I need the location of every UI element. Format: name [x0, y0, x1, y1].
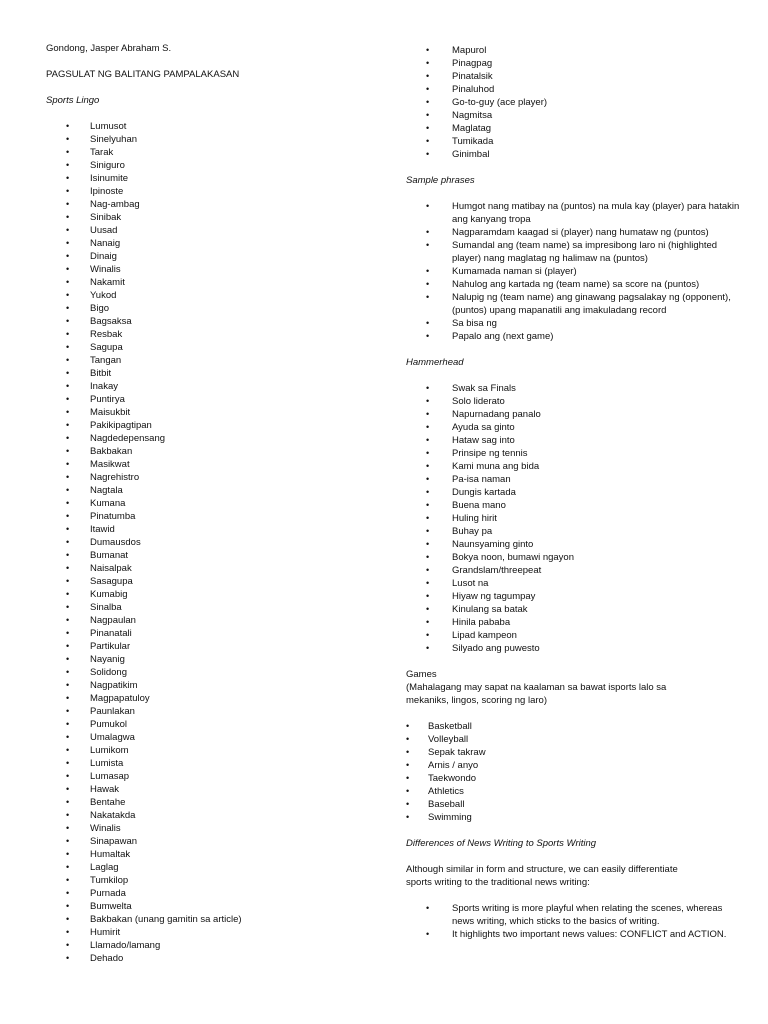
list-item: • Nagpatikim — [46, 679, 376, 692]
list-item: • Volleyball — [406, 733, 736, 746]
list-item: • Partikular — [46, 640, 376, 653]
list-item: • Sinalba — [46, 601, 376, 614]
list-item: • Pinatumba — [46, 510, 376, 523]
list-item: • Lumista — [46, 757, 376, 770]
list-item: • Basketball — [406, 720, 736, 733]
list-item: • Huling hirit — [406, 512, 736, 525]
list-item: • Prinsipe ng tennis — [406, 447, 736, 460]
list-item: • Sinapawan — [46, 835, 376, 848]
list-item: • Hiyaw ng tagumpay — [406, 590, 736, 603]
list-item: • Nag-ambag — [46, 198, 376, 211]
left-column — [46, 42, 376, 965]
phrase-item: • Papalo ang (next game) — [406, 330, 742, 343]
differences-intro: Although similar in form and structure, we can easily differentiate sports writing to the traditional news writing: — [406, 864, 678, 888]
list-item: • Hinila pababa — [406, 616, 736, 629]
list-item: • Isinumite — [46, 172, 376, 185]
list-item: • Dungis kartada — [406, 486, 736, 499]
phrase-item: • Nahulog ang kartada ng (team name) sa score na (puntos) — [406, 278, 742, 291]
list-item: • Masikwat — [46, 458, 376, 471]
list-item: • Buhay pa — [406, 525, 736, 538]
list-item: • Ginimbal — [406, 148, 736, 161]
sample-phrases-heading: Sample phrases — [406, 175, 475, 186]
list-item: • Llamado/lamang — [46, 939, 376, 952]
phrase-item: • Sumandal ang (team name) sa impresibong laro ni (highlighted player) nang maglatag ng halimaw na (puntos) — [406, 239, 742, 265]
list-item: • Nagdedepensang — [46, 432, 376, 445]
list-item: • Pumukol — [46, 718, 376, 731]
list-item: • Siniguro — [46, 159, 376, 172]
list-item: • Winalis — [46, 263, 376, 276]
list-item: • Naisalpak — [46, 562, 376, 575]
list-item: • Resbak — [46, 328, 376, 341]
list-item: • Bumanat — [46, 549, 376, 562]
list-item: • Arnis / anyo — [406, 759, 736, 772]
list-item: • Nagmitsa — [406, 109, 736, 122]
list-item: • Dinaig — [46, 250, 376, 263]
list-item: • Pakikipagtipan — [46, 419, 376, 432]
list-item: • Lumikom — [46, 744, 376, 757]
list-item: • Swak sa Finals — [406, 382, 736, 395]
list-item: • Tumkilop — [46, 874, 376, 887]
list-item: • Nakamit — [46, 276, 376, 289]
list-item: • Nayanig — [46, 653, 376, 666]
list-item: • Lipad kampeon — [406, 629, 736, 642]
list-item: • Ipinoste — [46, 185, 376, 198]
list-item: • Pinatalsik — [406, 70, 736, 83]
list-item: • Taekwondo — [406, 772, 736, 785]
sports-lingo-heading: Sports Lingo — [46, 95, 100, 106]
list-item: • Nagrehistro — [46, 471, 376, 484]
list-item: • Bagsaksa — [46, 315, 376, 328]
document-title: PAGSULAT NG BALITANG PAMPALAKASAN — [46, 69, 240, 80]
list-item: • Solo liderato — [406, 395, 736, 408]
list-item: • Bakbakan (unang gamitin sa article) — [46, 913, 376, 926]
list-item: • Kami muna ang bida — [406, 460, 736, 473]
list-item: • Baseball — [406, 798, 736, 811]
list-item: • Sagupa — [46, 341, 376, 354]
list-item: • Itawid — [46, 523, 376, 536]
phrase-item: • Nagparamdam kaagad si (player) nang humataw ng (puntos) — [406, 226, 742, 239]
games-note: (Mahalagang may sapat na kaalaman sa bawat isports lalo sa mekaniks, lingos, scoring ng laro) — [406, 682, 667, 706]
list-item: • Napurnadang panalo — [406, 408, 736, 421]
list-item: • Bentahe — [46, 796, 376, 809]
list-item: • It highlights two important news values: CONFLICT and ACTION. — [406, 928, 742, 941]
list-item: • Naunsyaming ginto — [406, 538, 736, 551]
list-item: • Go-to-guy (ace player) — [406, 96, 736, 109]
list-item: • Bitbit — [46, 367, 376, 380]
sports-lingo-list-continued — [406, 44, 736, 161]
list-item: • Ayuda sa ginto — [406, 421, 736, 434]
list-item: • Laglag — [46, 861, 376, 874]
phrase-item: • Sa bisa ng — [406, 317, 742, 330]
list-item: • Dumausdos — [46, 536, 376, 549]
list-item: • Yukod — [46, 289, 376, 302]
differences-list — [406, 902, 736, 941]
list-item: • Tarak — [46, 146, 376, 159]
list-item: • Hawak — [46, 783, 376, 796]
games-heading: Games — [406, 669, 437, 680]
list-item: • Hataw sag into — [406, 434, 736, 447]
list-item: • Inakay — [46, 380, 376, 393]
differences-heading: Differences of News Writing to Sports Writing — [406, 838, 597, 849]
list-item: • Bigo — [46, 302, 376, 315]
list-item: • Nakatakda — [46, 809, 376, 822]
list-item: • Sasagupa — [46, 575, 376, 588]
sample-phrases-list — [406, 200, 740, 343]
right-column — [406, 44, 740, 941]
list-item: • Purnada — [46, 887, 376, 900]
list-item: • Sports writing is more playful when relating the scenes, whereas news writing, which sticks to the basics of writing. — [406, 902, 742, 928]
list-item: • Puntirya — [46, 393, 376, 406]
list-item: • Dehado — [46, 952, 376, 965]
author-name: Gondong, Jasper Abraham S. — [46, 43, 172, 54]
list-item: • Maglatag — [406, 122, 736, 135]
phrase-item: • Kumamada naman si (player) — [406, 265, 742, 278]
games-list — [406, 720, 736, 824]
list-item: • Magpapatuloy — [46, 692, 376, 705]
list-item: • Kinulang sa batak — [406, 603, 736, 616]
list-item: • Uusad — [46, 224, 376, 237]
list-item: • Humirit — [46, 926, 376, 939]
hammerhead-heading: Hammerhead — [406, 357, 464, 368]
list-item: • Kumabig — [46, 588, 376, 601]
list-item: • Swimming — [406, 811, 736, 824]
list-item: • Mapurol — [406, 44, 736, 57]
list-item: • Paunlakan — [46, 705, 376, 718]
list-item: • Humaltak — [46, 848, 376, 861]
list-item: • Pa-isa naman — [406, 473, 736, 486]
sports-lingo-list — [46, 120, 376, 965]
hammerhead-list — [406, 382, 736, 655]
list-item: • Kumana — [46, 497, 376, 510]
list-item: • Buena mano — [406, 499, 736, 512]
list-item: • Nagtala — [46, 484, 376, 497]
list-item: • Pinanatali — [46, 627, 376, 640]
list-item: • Silyado ang puwesto — [406, 642, 736, 655]
list-item: • Solidong — [46, 666, 376, 679]
list-item: • Nagpaulan — [46, 614, 376, 627]
phrase-item: • Humgot nang matibay na (puntos) na mula kay (player) para hatakin ang kanyang tropa — [406, 200, 742, 226]
list-item: • Sinelyuhan — [46, 133, 376, 146]
list-item: • Lumasap — [46, 770, 376, 783]
list-item: • Athletics — [406, 785, 736, 798]
list-item: • Nanaig — [46, 237, 376, 250]
phrase-item: • Nalupig ng (team name) ang ginawang pagsalakay ng (opponent), (puntos) upang mapanatili ang imakuladang record — [406, 291, 742, 317]
list-item: • Bumwelta — [46, 900, 376, 913]
list-item: • Grandslam/threepeat — [406, 564, 736, 577]
list-item: • Bokya noon, bumawi ngayon — [406, 551, 736, 564]
list-item: • Sinibak — [46, 211, 376, 224]
list-item: • Bakbakan — [46, 445, 376, 458]
list-item: • Sepak takraw — [406, 746, 736, 759]
list-item: • Maisukbit — [46, 406, 376, 419]
list-item: • Pinagpag — [406, 57, 736, 70]
list-item: • Winalis — [46, 822, 376, 835]
list-item: • Tangan — [46, 354, 376, 367]
list-item: • Lumusot — [46, 120, 376, 133]
list-item: • Tumikada — [406, 135, 736, 148]
list-item: • Lusot na — [406, 577, 736, 590]
list-item: • Pinaluhod — [406, 83, 736, 96]
list-item: • Umalagwa — [46, 731, 376, 744]
